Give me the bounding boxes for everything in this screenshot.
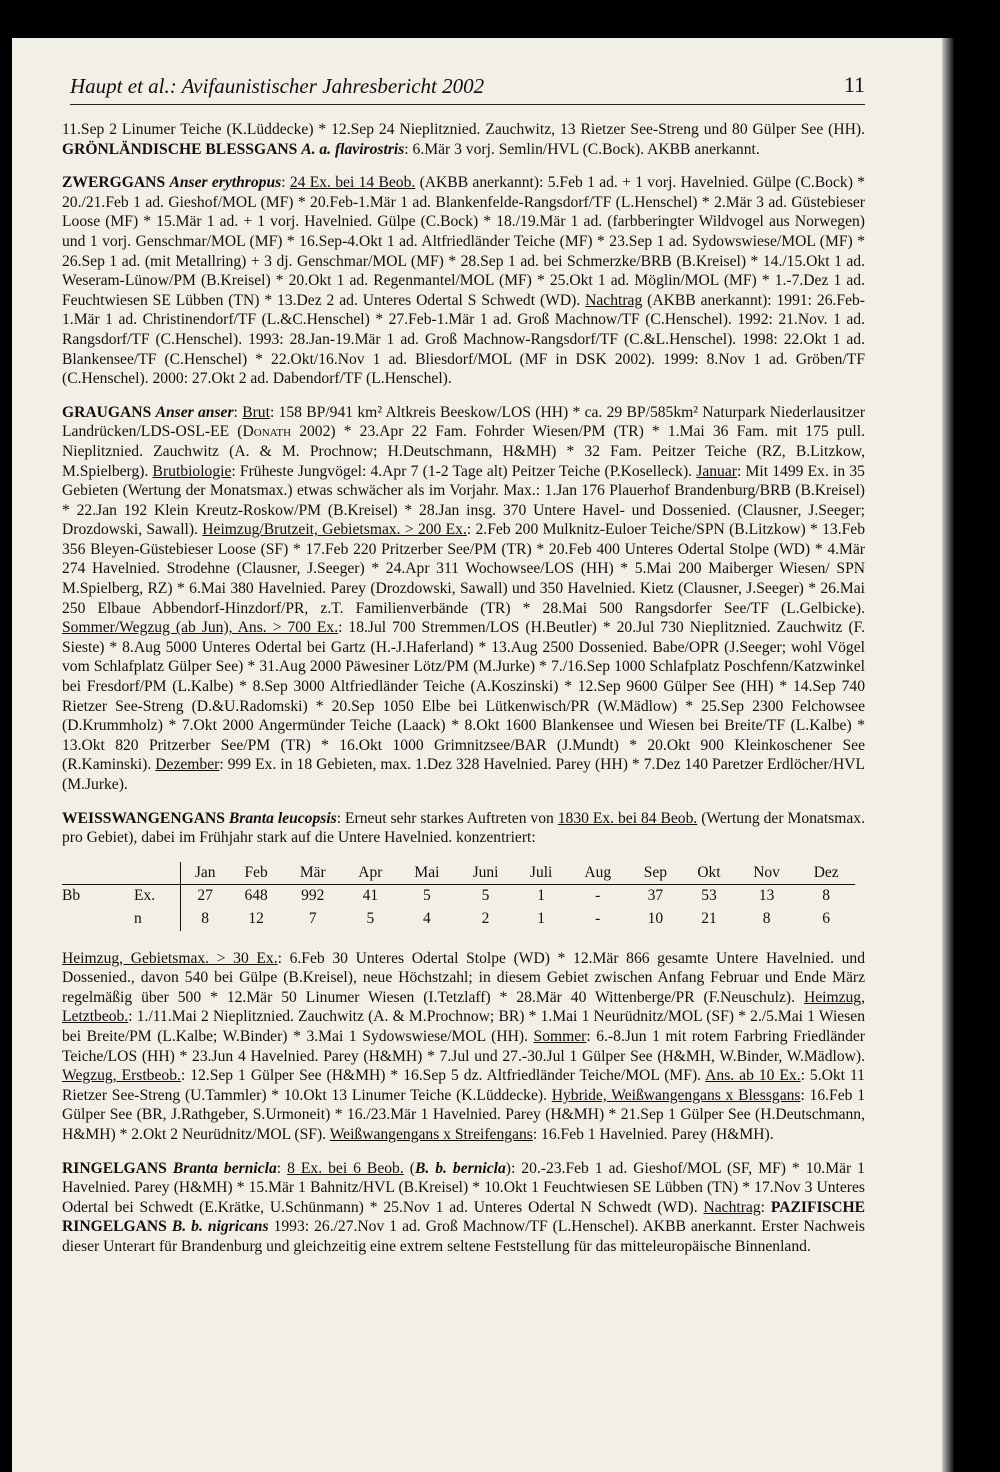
page-number: 11 [843, 72, 865, 97]
text: : 18.Jul 700 Stremmen/LOS (H.Beutler) * 20.Jul 730 Nieplitznied. Zauchwitz (F. Sieste) * 8.Aug 5000 Unteres Odertal bei Gartz (H.-J.Haferland) * 13.Aug 2500 Dossenied. Babe/OPR (J.Seeger; wohl Vögel vom Schlafplatz Gülper See) * 31.Aug 2000 Päwesiner Lötz/PM (M.Jurke) * 7./16.Sep 1000 Schlafplatz Poschfenn/Katzwinkel bei Fresdorf/PM (L.Kalbe) * 8.Sep 3000 Altfriedländer Teiche (A.Koszinski) * 12.Sep 9600 Gülper See (HH) * 14.Sep 740 Rietzer See-Streng (D.&U.Radomski) * 20.Sep 1050 Elbe bei Lütkenwisch/PR (W.Mädlow) * 25.Sep 2300 Felchowsee (D.Krummholz) * 7.Okt 2000 Angermünder Teiche (Laack) * 8.Okt 1600 Blankensee und Wiesen bei Breite/TF (L.Kalbe) * 13.Okt 820 Pritzerber See/PM (TR) * 16.Okt 1000 Grimnitzsee/BAR (J.Mundt) * 20.Okt 900 Kleinkoschener See (R.Kaminski). [62, 619, 865, 774]
text: : 16.Feb 1 Havelnied. Parey (H&MH). [532, 1125, 774, 1143]
table-cell: 8 [201, 909, 210, 927]
text: : Erneut sehr starkes Auftreten von [336, 809, 558, 827]
month-header: Mai [398, 862, 456, 885]
species-latin: Branta leucopsis [228, 809, 337, 827]
section-label: Wegzug, Erstbeob. [62, 1067, 181, 1085]
text: ( [403, 1159, 415, 1177]
section-label: 1830 Ex. bei 84 Beob. [557, 809, 698, 827]
table-cell: 12 [248, 909, 264, 927]
paragraph-weisswangengans-intro [62, 809, 865, 848]
table-cell: 6 [822, 909, 831, 927]
table-cell: 13 [758, 887, 775, 905]
month-header: Feb [229, 862, 283, 885]
month-header: Mär [283, 862, 343, 885]
paragraph-weisswangengans-details [62, 949, 865, 1145]
running-title: Haupt et al.: Avifaunistischer Jahresbericht 2002 [70, 74, 485, 98]
month-header: Juli [515, 862, 567, 885]
paragraph-zwerggans: ZWERGGANS Anser erythropus: 24 Ex. bei 14 Beob. (AKBB anerkannt): 5.Feb 1 ad. + 1 vorj. Havelnied. Gülpe (C.Bock) * 20./21.Feb 1 ad. Gieshof/MOL (MF) * 20.Feb-1.Mär 1 ad. Blankenfelde-Rangsdorf/TF (L.Henschel) * 2.Mär 3 ad. Güstebieser Loose (MF) * 15.Mär 1 ad. + 1 vorj. Havelnied. Gülpe (C.Bock) * 18./19.Mär 1 ad. (farbberingter Wildvogel aus Norwegen) und 1 vorj. Genschmar/MOL (MF) * 16.Sep-4.Okt 1 ad. Altfriedländer Teiche (MF) * 23.Sep 1 ad. Sydowswiese/MOL (MF) * 26.Sep 1 ad. (mit Metallring) + 3 dj. Genschmar/MOL (MF) * 28.Sep 1 ad. bei Schmerzke/BRB (B.Kreisel) * 14./15.Okt 1 ad. Weseram-Lünow/PM (B.Kreisel) * 20.Okt 1 ad. Regenmantel/MOL (MF) * 25.Okt 1 ad. Möglin/MOL (MF) * 1.-7.Dez 1 ad. Feuchtwiesen SE Lübben (TN) * 13.Dez 2 ad. Unteres Odertal S Schwedt (WD). Nachtrag (AKBB anerkannt): 1991: 26.Feb-1.Mär 1 ad. Christinendorf/TF (L.&C.Henschel) * 27.Feb-1.Mär 1 ad. Groß Machnow/TF (C.Henschel). 1992: 21.Nov. 1 ad. Rangsdorf/TF (C.Henschel). 1993: 28.Jan-19.Mär 1 ad. Groß Machnow-Rangsdorf/TF (C.&L.Henschel). 1998: 22.Okt 1 ad. Blankensee/TF (C.Henschel) * 22.Okt/16.Nov 1 ad. Bliesdorf/MOL (MF in DSK 2002). 1999: 8.Nov 1 ad. Gröben/TF (C.Henschel). 2000: 27.Okt 2 ad. Dabendorf/TF (L.Henschel). [62, 174, 865, 388]
section-label: Sommer [533, 1027, 587, 1045]
running-header [70, 74, 865, 105]
section-label: Brut [242, 403, 270, 421]
text: : 12.Sep 1 Gülper See (H&MH) * 16.Sep 5 dz. Altfriedländer Teiche/MOL (MF). [180, 1067, 706, 1085]
region-cell: Bb [62, 887, 81, 905]
table-cell: 5 [423, 887, 431, 905]
book-page [12, 38, 942, 1472]
text: : 6.Mär 3 vorj. Semlin/HVL (C.Bock). AKBB anerkannt. [404, 140, 760, 158]
row-label: Ex. [134, 885, 181, 908]
row-label: n [134, 908, 181, 931]
species-latin: Anser erythropus [169, 174, 282, 192]
text: : 6.Feb 30 Unteres Odertal Stolpe (WD) * 12.Mär 866 gesamte Untere Havelnied. und Dossenied., davon 540 bei Gülpe (B.Kreisel), neue Höchstzahl; in diesem Gebiet zwischen Anfang Februar und Ende März regelmäßig über 500 * 12.Mär 50 Linumer Wiesen (I.Tetzlaff) * 28.Mär 40 Wittenberge/PR (F.Neuschulz). [62, 949, 865, 1006]
subspecies-latin: B. b. bernicla [414, 1159, 506, 1177]
table-cell: 5 [366, 909, 375, 927]
species-name: WEISSWANGENGANS [62, 809, 225, 827]
species-name: GRÖNLÄNDISCHE BLESSGANS [62, 140, 298, 158]
text: : 158 BP/941 km² Altkreis Beeskow/LOS (HH) * ca. 29 BP/585km² Naturpark Niederlausitzer Landrücken/LDS-OSL-EE ( [62, 403, 866, 441]
paragraph-ringelgans [62, 1159, 865, 1257]
month-header: Sep [629, 862, 683, 885]
section-label: Weißwangengans x Streifengans [329, 1125, 533, 1143]
species-name: PAZIFISCHE RINGELGANS [62, 1198, 865, 1236]
section-label: Ans. ab 10 Ex. [705, 1067, 801, 1085]
table-cell: 21 [701, 909, 717, 927]
table-cell: 2 [481, 909, 490, 927]
section-label: Nachtrag [703, 1198, 761, 1216]
text: (AKBB anerkannt): 1991: 26.Feb-1.Mär 1 ad. Christinendorf/TF (L.&C.Henschel) * 27.Feb-1.Mär 1 ad. Groß Machnow/TF (C.Henschel). 1992: 21.Nov. 1 ad. Rangsdorf/TF (C.Henschel). 1993: 28.Jan-19.Mär 1 ad. Groß Machnow-Rangsdorf/TF (C.&L.Henschel). 1998: 22.Okt 1 ad. Blankensee/TF (C.Henschel) * 22.Okt/16.Nov 1 ad. Bliesdorf/MOL (MF in DSK 2002). 1999: 8.Nov 1 ad. Gröben/TF (C.Henschel). 2000: 27.Okt 2 ad. Dabendorf/TF (L.Henschel). [62, 291, 865, 388]
text: : Früheste Jungvögel: 4.Apr 7 (1-2 Tage alt) Peitzer Teiche (P.Koselleck). [231, 462, 697, 480]
table-cell: 8 [762, 909, 771, 927]
species-latin: A. a. flavirostris [301, 140, 405, 158]
month-header: Dez [797, 862, 855, 885]
section-label: Brutbiologie [152, 462, 232, 480]
section-label: 24 Ex. bei 14 Beob. [289, 174, 416, 192]
table-cell: 37 [647, 887, 664, 905]
section-label: Dezember [155, 756, 220, 774]
paragraph-graugans: GRAUGANS Anser anser: Brut: 158 BP/941 km² Altkreis Beeskow/LOS (HH) * ca. 29 BP/585km² Naturpark Niederlausitzer Landrücken/LDS-OSL-EE (Donath 2002) * 23.Apr 22 Fam. Fohrder Wiesen/PM (TR) * 1.Mai 36 Fam. mit 175 pull. Nieplitznied. Zauchwitz (A. & M. Prochnow; H.Deutschmann, H&MH) * 32 Fam. Peitzer Teiche (RZ, B.Litzkow, M.Spielberg). Brutbiologie: Früheste Jungvögel: 4.Apr 7 (1-2 Tage alt) Peitzer Teiche (P.Koselleck). Januar: Mit 1499 Ex. in 35 Gebieten (Wertung der Monatsmax.) etwas schwächer als im Vorjahr. Max.: 1.Jan 176 Plauerhof Brandenburg/BRB (B.Kreisel) * 22.Jan 192 Klein Kreutz-Roskow/PM (B.Kreisel) * 28.Jan insg. 370 Untere Havel- und Dossenied. (Clausner, J.Seeger; Drozdowski, Sawall). Heimzug/Brutzeit, Gebietsmax. > 200 Ex.: 2.Feb 200 Mulknitz-Euloer Teiche/SPN (B.Litzkow) * 13.Feb 356 Bleyen-Güstebieser Loose (SF) * 17.Feb 220 Pritzerber See/PM (TR) * 20.Feb 400 Unteres Odertal Stolpe (WD) * 4.Mär 274 Havelnied. Strodehne (Clausner, J.Seeger) * 24.Apr 311 Wochowsee/LOS (HH) * 5.Mai 200 Maiberger Wiesen/ SPN M.Spielberg, RZ) * 6.Mai 380 Havelnied. Parey (Drozdowski, Sawall) und 350 Havelnied. Kietz (Clausner, J.Seeger) * 26.Mai 250 Elbaue Abbendorf-Hinzdorf/PR, z.T. Familienverbände (TR) * 28.Mai 500 Rangsdorfer See/TF (L.Gelbicke). Sommer/Wegzug (ab Jun), Ans. > 700 Ex.: 18.Jul 700 Stremmen/LOS (H.Beutler) * 20.Jul 730 Nieplitznied. Zauchwitz (F. Sieste) * 8.Aug 5000 Unteres Odertal bei Gartz (H.-J.Haferland) * 13.Aug 2500 Dossenied. Babe/OPR (J.Seeger; wohl Vögel vom Schlafplatz Gülper See) * 31.Aug 2000 Päwesiner Lötz/PM (M.Jurke) * 7./16.Sep 1000 Schlafplatz Poschfenn/Katzwinkel bei Fresdorf/PM (L.Kalbe) * 8.Sep 3000 Altfriedländer Teiche (A.Koszinski) * 12.Sep 9600 Gülper See (HH) * 14.Sep 740 Rietzer See-Streng (D.&U.Radomski) * 20.Sep 1050 Elbe bei Lütkenwisch/PR (W.Mädlow) * 25.Sep 2300 Felchowsee (D.Krummholz) * 7.Okt 2000 Angermünder Teiche (Laack) * 8.Okt 1600 Blankensee und Wiesen bei Breite/TF (L.Kalbe) * 13.Okt 820 Pritzerber See/PM (TR) * 16.Okt 1000 Grimnitzsee/BAR (J.Mundt) * 20.Okt 900 Kleinkoschener See (R.Kaminski). Dezember: 999 Ex. in 18 Gebieten, max. 1.Dez 328 Havelnied. Parey (HH) * 7.Dez 140 Paretzer Erdlöcher/HVL (M.Jurke). [62, 403, 866, 793]
species-latin: Branta bernicla [172, 1159, 277, 1177]
section-label: 8 Ex. bei 6 Beob. [287, 1159, 404, 1177]
article-body [62, 120, 865, 1270]
table-cell: 1 [537, 887, 545, 905]
table-cell: 10 [647, 909, 664, 927]
author-name: Donath [242, 423, 292, 441]
text: : 1./11.Mai 2 Nieplitznied. Zauchwitz (A. & M.Prochnow; BR) * 1.Mai 1 Neurüdnitz/MOL (SF) * 2./5.Mai 1 Wiesen bei Breite/PM (L.Kalbe; W.Binder) * 3.Mai 1 Sydowswiese/MOL (HH). [62, 1008, 865, 1045]
monthly-table [62, 862, 855, 931]
table-header-cell [62, 862, 134, 885]
section-label: Sommer/Wegzug (ab Jun), Ans. > 700 Ex. [62, 619, 339, 637]
text: : 16.Feb 1 Gülper See (BR, J.Rathgeber, S.Urmoneit) * 16./23.Mär 1 Havelnied. Parey (H&MH) * 21.Sep 1 Gülper See (H.Deutschmann, H&MH) * 2.Okt 2 Neurüdnitz/MOL (SF). [62, 1086, 865, 1143]
text: : Mit 1499 Ex. in 35 Gebieten (Wertung der Monatsmax.) etwas schwächer als im Vorjahr. Max.: 1.Jan 176 Plauerhof Brandenburg/BRB (B.Kreisel) * 22.Jan 192 Klein Kreutz-Roskow/PM (B.Kreisel) * 28.Jan insg. 370 Untere Havel- und Dossenied. (Clausner, J.Seeger; Drozdowski, Sawall). [62, 462, 865, 539]
month-header: Apr [343, 862, 399, 885]
table-cell: 4 [423, 909, 431, 927]
text: (Wertung der Monatsmax. pro Gebiet), dabei im Frühjahr stark auf die Untere Havelnied. konzentriert: [62, 809, 865, 847]
table-cell: 648 [244, 887, 268, 905]
paragraph-groenlaendische-blessgans [62, 120, 865, 159]
table-cell: - [595, 887, 601, 905]
text: : [760, 1198, 771, 1216]
table-cell: 8 [822, 887, 831, 905]
month-header: Jan [181, 862, 230, 885]
table-cell: 7 [308, 909, 317, 927]
text: (AKBB anerkannt): 5.Feb 1 ad. + 1 vorj. Havelnied. Gülpe (C.Bock) * 20./21.Feb 1 ad. Gieshof/MOL (MF) * 20.Feb-1.Mär 1 ad. Blankenfelde-Rangsdorf/TF (L.Henschel) * 2.Mär 3 ad. Güstebieser Loose (MF) * 15.Mär 1 ad. + 1 vorj. Havelnied. Gülpe (C.Bock) * 18./19.Mär 1 ad. (farbberingter Wildvogel aus Norwegen) und 1 vorj. Genschmar/MOL (MF) * 16.Sep-4.Okt 1 ad. Altfriedländer Teiche (MF) * 23.Sep 1 ad. Sydowswiese/MOL (MF) * 26.Sep 1 ad. (mit Metallring) + 3 dj. Genschmar/MOL (MF) * 28.Sep 1 ad. bei Schmerzke/BRB (B.Kreisel) * 14./15.Okt 1 ad. Weseram-Lünow/PM (B.Kreisel) * 20.Okt 1 ad. Regenmantel/MOL (MF) * 25.Okt 1 ad. Möglin/MOL (MF) * 1.-7.Dez 1 ad. Feuchtwiesen SE Lübben (TN) * 13.Dez 2 ad. Unteres Odertal S Schwedt (WD). [62, 174, 865, 309]
species-name: GRAUGANS [62, 403, 152, 421]
subspecies-latin: B. b. nigricans [171, 1218, 269, 1236]
text: 1993: 26./27.Nov 1 ad. Groß Machnow/TF (L.Henschel). AKBB anerkannt. Erster Nachweis dieser Unterart für Brandenburg und gleichzeitig eine extrem seltene Feststellung für das mitteleuropäische Binnenland. [62, 1218, 865, 1255]
text: 2002) * 23.Apr 22 Fam. Fohrder Wiesen/PM (TR) * 1.Mai 36 Fam. mit 175 pull. Nieplitznied. Zauchwitz (A. & M. Prochnow; H.Deutschmann, H&MH) * 32 Fam. Peitzer Teiche (RZ, B.Litzkow, M.Spielberg). [62, 423, 865, 480]
table-header-row [62, 862, 855, 885]
table-cell: 1 [537, 909, 545, 927]
section-label: Januar [696, 462, 737, 480]
table-cell: 41 [362, 887, 379, 905]
text: : 2.Feb 200 Mulknitz-Euloer Teiche/SPN (B.Litzkow) * 13.Feb 356 Bleyen-Güstebieser Loose (SF) * 17.Feb 220 Pritzerber See/PM (TR) * 20.Feb 400 Unteres Odertal Stolpe (WD) * 4.Mär 274 Havelnied. Strodehne (Clausner, J.Seeger) * 24.Apr 311 Wochowsee/LOS (HH) * 5.Mai 200 Maiberger Wiesen/ SPN M.Spielberg, RZ) * 6.Mai 380 Havelnied. Parey (Drozdowski, Sawall) und 350 Havelnied. Kietz (Clausner, J.Seeger) * 26.Mai 250 Elbaue Abbendorf-Hinzdorf/PR, z.T. Familienverbände (TR) * 28.Mai 500 Rangsdorfer See/TF (L.Gelbicke). [62, 521, 866, 617]
section-label: Heimzug, Letztbeob. [62, 988, 865, 1026]
section-label: Heimzug, Gebietsmax. > 30 Ex. [62, 949, 278, 967]
text: : 999 Ex. in 18 Gebieten, max. 1.Dez 328 Havelnied. Parey (HH) * 7.Dez 140 Paretzer Erdlöcher/HVL (M.Jurke). [62, 756, 865, 793]
table-row [62, 885, 855, 908]
section-label: Nachtrag [585, 291, 643, 309]
table-cell: 27 [197, 887, 213, 905]
table-cell: - [595, 909, 601, 927]
text: : 6.-8.Jun 1 mit rotem Farbring Friedländer Teiche/LOS (HH) * 23.Jun 4 Havelnied. Parey (H&MH) * 7.Jul und 27.-30.Jul 1 Gülper See (H&MH, W.Binder, W.Mädlow). [62, 1027, 865, 1065]
table-cell: 5 [481, 887, 490, 905]
month-header: Aug [567, 862, 629, 885]
table-header-cell [134, 862, 181, 885]
text: : [276, 1159, 288, 1177]
table-cell: 53 [701, 887, 717, 905]
table-row [62, 908, 855, 931]
section-label: Hybride, Weißwangengans x Blessgans [551, 1086, 801, 1104]
species-name: ZWERGGANS [62, 174, 166, 192]
text: 11.Sep 2 Linumer Teiche (K.Lüddecke) * 12.Sep 24 Nieplitznied. Zauchwitz, 13 Rietzer See-Streng und 80 Gülper See (HH). [62, 121, 865, 138]
section-label: Heimzug/Brutzeit, Gebietsmax. > 200 Ex. [202, 521, 467, 539]
table-cell: 992 [301, 887, 325, 905]
month-header: Okt [682, 862, 736, 885]
month-header: Nov [736, 862, 798, 885]
region-cell [62, 908, 134, 931]
month-header: Juni [456, 862, 516, 885]
text: : 5.Okt 11 Rietzer See-Streng (U.Tammler) * 10.Okt 13 Linumer Teiche (K.Lüddecke). [62, 1067, 865, 1104]
species-latin: Anser anser [155, 403, 234, 421]
text: ): 20.-23.Feb 1 ad. Gieshof/MOL (SF, MF) * 10.Mär 1 Havelnied. Parey (H&MH) * 15.Mär 1 Bahnitz/HVL (B.Kreisel) * 10.Okt 1 Feuchtwiesen SE Lübben (TN) * 17.Nov 3 Unteres Odertal bei Schwedt (E.Krätke, U.Schünmann) * 25.Nov 1 ad. Unteres Odertal N Schwedt (WD). [62, 1159, 865, 1216]
species-name: RINGELGANS [62, 1159, 167, 1177]
